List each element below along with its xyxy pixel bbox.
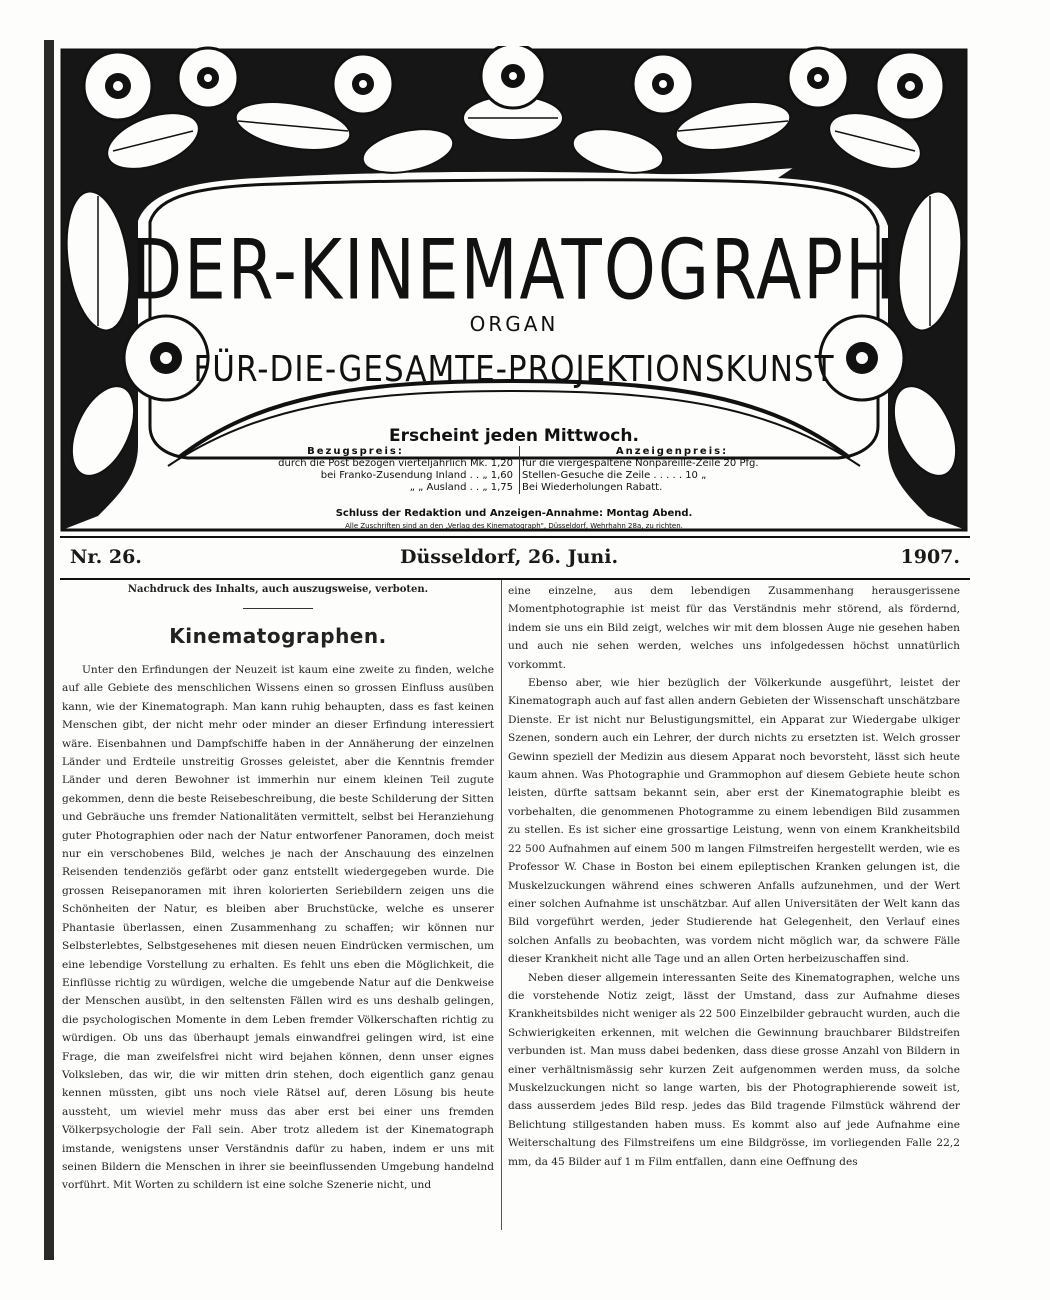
advertising-prices [522,446,822,494]
newspaper-title: DER-KINEMATOGRAPH [131,222,897,319]
issue-bar [60,536,970,580]
advertising-row: Stellen-Gesuche die Zeile . . . . . 10 „ [522,470,707,481]
price-box [198,446,828,506]
article-paragraph: Unter den Erfindungen der Neuzeit ist kaum eine zweite zu finden, welche auf alle Gebiete des menschlichen Wissens einen so grossen Einfluss ausüben kann, wie der Kinematograph. Man kann ruhig behaupten, dass es fast keinen Menschen gibt, der nicht mehr oder minder an dieser Erfindung interessiert wäre. Eisenbahnen und Dampfschiffe haben in der Annäherung der einzelnen Länder und Erdteile unstreitig Grosses geleistet, aber die Kenntnis fremder Länder und deren Bewohner ist immerhin nur einem kleinen Teil zugute gekommen, denn die beste Reisebeschreibung, die beste Schilderung der Sitten und Gebräuche uns fremder Nationalitäten vermittelt, selbst bei Heranziehung guter Photographien oder nach der Natur entworfener Panoramen, doch meist nur ein verschobenes Bild, welches je nach der Anschauung des einzelnen Reisenden tendenziös gefärbt oder ganz entstellt wiedergegeben wurde. Die grossen Reisepanoramen mit ihren kolorierten Seriebildern zeigen uns die Schönheiten der Natur, es bleiben aber Bruchstücke, welche es unserer Phantasie überlassen, einen Zusammenhang zu schaffen; wir können nur Selbsterlebtes, Selbstgesehenes mit diesen neuen Eindrücken vermischen, um eine lebendige Vorstellung zu erhalten. Es fehlt uns eben die Möglichkeit, die Einflüsse richtig zu würdigen, welche die umgebende Natur auf die Denkweise der Menschen ausübt, in den seltensten Fällen wird es uns deshalb gelingen, die psychologischen Momente in dem Leben fremder Völkerschaften richtig zu würdigen. Ob uns das überhaupt jemals einwandfrei gelingen wird, ist eine Frage, die man zweifelsfrei nicht wird bejahen können, denn unser eignes Volksleben, das wir, die wir mitten drin stehen, doch eigentlich ganz genau kennen müssten, gibt uns noch viele Rätsel auf, deren Lösung bis heute aussteht, um wieviel mehr muss das aber erst bei einer uns fremden Völkerpsychologie der Fall sein. Aber trotz alledem ist der Kinematograph imstande, wenigstens unser Verständnis dafür zu haben, indem er uns mit seinen Bildern die Menschen in ihrer sie beeinflussenden Umgebung handelnd vorführt. Mit Worten zu schildern ist eine solche Szenerie nicht, und [62,664,494,1192]
article-title: Kinematographen. [169,624,387,648]
publisher-address: Alle Zuschriften sind an den „Verlag des Kinematograph", Düsseldorf, Wehrhahn 28a, zu richten. [345,522,683,530]
subscription-row: „ „ Ausland . . „ 1,75 [409,482,513,493]
separator-rule [243,608,313,609]
subscription-heading: Bezugspreis: [307,446,404,457]
column-divider [501,580,502,1230]
article-column-right [508,582,960,1171]
advertising-heading: Anzeigenpreis: [615,446,729,457]
article-paragraph: Neben dieser allgemein interessanten Seite des Kinematographen, welche uns die vorstehende Notiz zeigt, lässt der Umstand, dass zur Aufnahme dieses Krankheitsbildes nicht weniger als 22 500 Einzelbilder gebraucht wurden, auch die Schwierigkeiten erkennen, mit welchen die Gewinnung brauchbarer Bildstreifen verbunden ist. Man muss dabei bedenken, dass diese grosse Anzahl von Bildern in einer verhältnismässig sehr kurzen Zeit aufgenommen werden muss, da solche Muskelzuckungen nicht so lange warten, bis der Photographierende soweit ist, dass ausserdem jedes Bild resp. jedes das Bild tragende Filmstück während der Belichtung stillgestanden haben muss. Es kommt also auf jede Aufnahme eine Weiterschaltung des Filmstreifens um eine Bildgrösse, im vorliegenden Falle 22,2 mm, da 45 Bilder auf 1 m Film entfallen, dann eine Oeffnung des [508,971,960,1168]
subscription-row: bei Franko-Zusendung Inland . . „ 1,60 [320,470,513,481]
issue-year: 1907. [900,546,960,568]
newspaper-subtitle: FÜR-DIE-GESAMTE-PROJEKTIONSKUNST [193,349,835,391]
subscription-row: durch die Post bezogen vierteljährlich Mk. 1,20 [278,458,513,469]
binding-edge [44,40,54,1260]
article-column-left [62,582,494,1195]
subscription-prices [198,446,520,494]
masthead [58,46,970,534]
issue-place-date: Düsseldorf, 26. Juni. [400,546,619,568]
organ-label: ORGAN [469,312,559,336]
advertising-row: für die viergespaltene Nonpareille-Zeile 20 Pfg. [522,458,759,469]
publication-frequency: Erscheint jeden Mittwoch. [389,426,639,446]
reprint-notice: Nachdruck des Inhalts, auch auszugsweise, verboten. [127,584,429,595]
editorial-deadline: Schluss der Redaktion und Anzeigen-Annahme: Montag Abend. [335,508,693,519]
advertising-row: Bei Wiederholungen Rabatt. [522,482,663,493]
issue-number: Nr. 26. [70,546,142,568]
article-paragraph: Ebenso aber, wie hier bezüglich der Völkerkunde ausgeführt, leistet der Kinematograph auch auf fast allen andern Gebieten der Wissenschaft unschätzbare Dienste. Er ist nicht nur Belustigungsmittel, ein Apparat zur Wiedergabe ulkiger Szenen, sondern auch ein Lehrer, der durch nichts zu ersetzten ist. Welch grosser Gewinn speziell der Medizin aus diesem Apparat noch bevorsteht, lässt sich heute kaum ahnen. Was Photographie und Grammophon auf diesem Gebiete heute schon leisten, dürfte sattsam bekannt sein, aber erst der Kinematographie bleibt es vorbehalten, die genommenen Photogramme zu einem lebendigen Bild zusammen zu stellen. Es ist sicher eine grossartige Leistung, wenn von einem Krankheitsbild 22 500 Aufnahmen auf einem 500 m langen Filmstreifen hergestellt werden, wie es Professor W. Chase in Boston bei einem epileptischen Kranken gelungen ist, die Muskelzuckungen während eines schweren Anfalls aufzunehmen, und der Wert einer solchen Aufnahme ist unschätzbar. Auf allen Universitäten der Welt kann das Bild vorgeführt werden, jeder Studierende hat Gelegenheit, den Verlauf eines solchen Anfalls zu beobachten, was vordem nicht möglich war, da schwere Fälle dieser Krankheit nicht alle Tage und an allen Orten herbeizuschaffen sind. [508,677,960,966]
article-paragraph: eine einzelne, aus dem lebendigen Zusammenhang herausgerissene Momentphotographie ist meist für das Verständnis mehr störend, als fördernd, indem sie uns ein Bild zeigt, welches wir mit dem blossen Auge nie gesehen haben und auch nie sehen werden, welches uns infolgedessen höchst unnatürlich vorkommt. [508,585,960,671]
